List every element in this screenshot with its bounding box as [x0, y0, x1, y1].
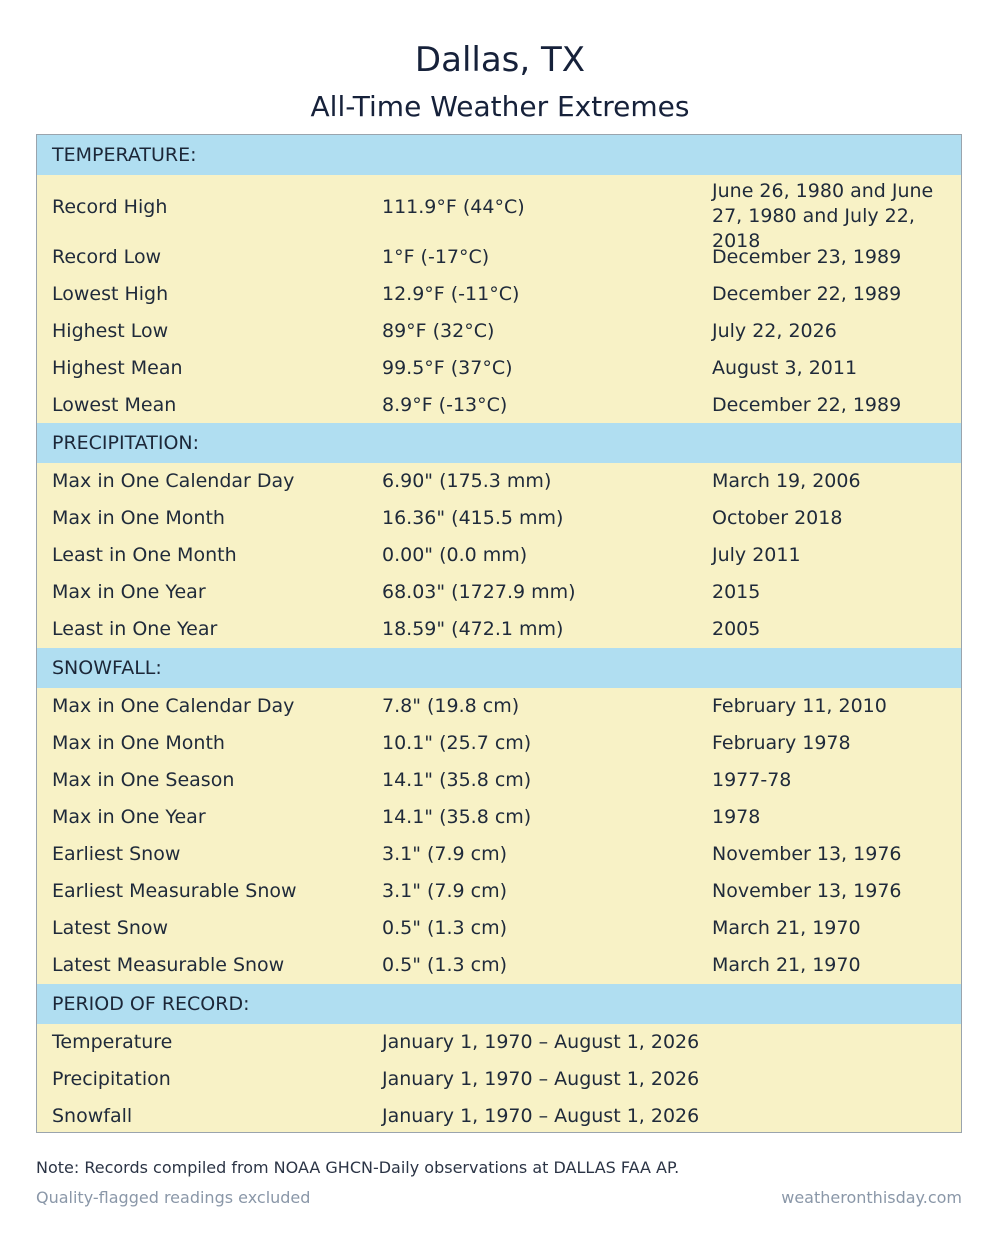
table-row: [37, 463, 961, 500]
row-value: 3.1" (7.9 cm): [382, 880, 508, 902]
row-value: 10.1" (25.7 cm): [382, 732, 532, 754]
row-value: 12.9°F (-11°C): [382, 283, 520, 305]
row-value: 14.1" (35.8 cm): [382, 769, 532, 791]
row-value: January 1, 1970 – August 1, 2026: [382, 1031, 700, 1053]
table-row: [37, 1098, 961, 1135]
row-date: November 13, 1976: [712, 880, 902, 902]
table-row: [37, 799, 961, 836]
table-row: [37, 873, 961, 910]
row-label: Latest Measurable Snow: [52, 954, 285, 976]
row-value: 0.5" (1.3 cm): [382, 917, 508, 939]
page-title: Dallas, TX: [414, 40, 586, 80]
row-value: January 1, 1970 – August 1, 2026: [382, 1068, 700, 1090]
row-date: February 11, 2010: [712, 695, 887, 717]
row-value: 7.8" (19.8 cm): [382, 695, 520, 717]
row-value: January 1, 1970 – August 1, 2026: [382, 1105, 700, 1127]
section-header-period-of-record: PERIOD OF RECORD:: [37, 984, 961, 1024]
section-header-temperature: TEMPERATURE:: [37, 135, 961, 175]
section-header-precipitation: PRECIPITATION:: [37, 423, 961, 463]
row-value: 14.1" (35.8 cm): [382, 806, 532, 828]
table-row: [37, 611, 961, 648]
row-label: Max in One Month: [52, 507, 225, 529]
footer-source-link[interactable]: weatheronthisday.com: [781, 1188, 962, 1207]
row-value: 8.9°F (-13°C): [382, 394, 508, 416]
row-date: December 22, 1989: [712, 394, 902, 416]
row-date: February 1978: [712, 732, 851, 754]
table-row: [37, 500, 961, 537]
row-date: March 19, 2006: [712, 470, 861, 492]
row-label: Latest Snow: [52, 917, 169, 939]
row-label: Earliest Measurable Snow: [52, 880, 297, 902]
row-date: 2005: [712, 618, 761, 640]
row-date: November 13, 1976: [712, 843, 902, 865]
row-value: 18.59" (472.1 mm): [382, 618, 564, 640]
row-date: October 2018: [712, 507, 843, 529]
row-value: 111.9°F (44°C): [382, 196, 525, 218]
row-label: Lowest Mean: [52, 394, 177, 416]
row-value: 0.5" (1.3 cm): [382, 954, 508, 976]
table-row: [37, 836, 961, 873]
table-row: [37, 276, 961, 313]
table-row: [37, 537, 961, 574]
table-row: [37, 313, 961, 350]
row-label: Least in One Month: [52, 544, 237, 566]
page-subtitle: All-Time Weather Extremes: [310, 90, 690, 123]
row-label: Max in One Calendar Day: [52, 695, 295, 717]
row-label: Max in One Season: [52, 769, 235, 791]
row-date: March 21, 1970: [712, 917, 861, 939]
row-date: March 21, 1970: [712, 954, 861, 976]
table-row: [37, 947, 961, 984]
section-header-snowfall: SNOWFALL:: [37, 648, 961, 688]
table-row: [37, 1061, 961, 1098]
row-date: July 2011: [712, 544, 801, 566]
table-row: [37, 350, 961, 387]
table-row: [37, 910, 961, 947]
row-date: December 22, 1989: [712, 283, 902, 305]
row-label: Earliest Snow: [52, 843, 181, 865]
row-label: Lowest High: [52, 283, 169, 305]
table-row: [37, 239, 961, 276]
row-value: 0.00" (0.0 mm): [382, 544, 528, 566]
row-date: December 23, 1989: [712, 246, 902, 268]
row-label: Highest Low: [52, 320, 169, 342]
row-label: Record High: [52, 196, 168, 218]
row-label: Max in One Year: [52, 806, 206, 828]
table-row: [37, 1024, 961, 1061]
row-label: Max in One Year: [52, 581, 206, 603]
row-value: 16.36" (415.5 mm): [382, 507, 564, 529]
table-row: [37, 387, 961, 424]
row-label: Highest Mean: [52, 357, 183, 379]
table-row: [37, 175, 961, 252]
row-date: 1977-78: [712, 769, 792, 791]
row-label: Max in One Calendar Day: [52, 470, 295, 492]
row-date: June 26, 1980 and June 27, 1980 and July 22, 2018: [712, 180, 934, 252]
row-date: July 22, 2026: [712, 320, 837, 342]
row-value: 3.1" (7.9 cm): [382, 843, 508, 865]
footer-note: Quality-flagged readings excluded: [36, 1188, 311, 1207]
extremes-table: [36, 134, 962, 1133]
row-label: Precipitation: [52, 1068, 171, 1090]
row-label: Record Low: [52, 246, 162, 268]
table-row: [37, 574, 961, 611]
row-label: Max in One Month: [52, 732, 225, 754]
row-value: 6.90" (175.3 mm): [382, 470, 552, 492]
table-row: [37, 762, 961, 799]
row-label: Least in One Year: [52, 618, 218, 640]
row-value: 89°F (32°C): [382, 320, 495, 342]
row-label: Temperature: [52, 1031, 173, 1053]
row-value: 68.03" (1727.9 mm): [382, 581, 576, 603]
row-date: August 3, 2011: [712, 357, 858, 379]
row-date: 2015: [712, 581, 761, 603]
row-date: 1978: [712, 806, 761, 828]
table-row: [37, 688, 961, 725]
table-row: [37, 725, 961, 762]
row-value: 99.5°F (37°C): [382, 357, 513, 379]
row-label: Snowfall: [52, 1105, 133, 1127]
note-text: Note: Records compiled from NOAA GHCN-Daily observations at DALLAS FAA AP.: [36, 1158, 680, 1177]
row-value: 1°F (-17°C): [382, 246, 490, 268]
